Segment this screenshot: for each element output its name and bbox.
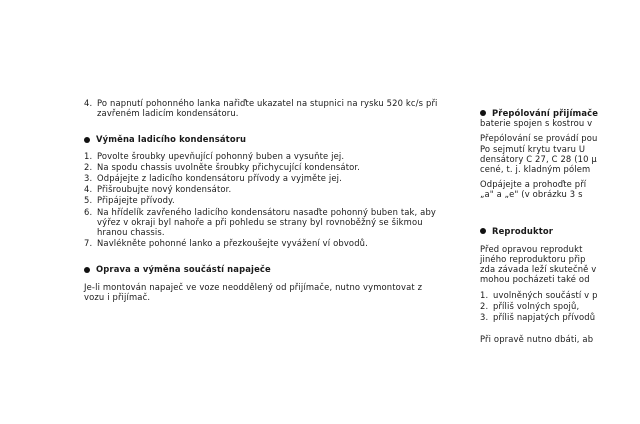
text-line: baterie spojen s kostrou v <box>480 118 593 129</box>
list-item <box>84 195 441 205</box>
list-item <box>480 290 640 300</box>
item-text: Odpájejte z ladicího kondensátoru přívody a vyjměte jej. <box>97 173 342 184</box>
item-number: 2. <box>480 300 489 311</box>
cause-list <box>480 290 640 323</box>
text-line: „a" a „e" (v obrázku 3 s <box>480 189 583 200</box>
paragraph <box>480 133 640 174</box>
text-line: Při opravě nutno dbáti, ab <box>480 334 594 345</box>
capacitor-steps <box>84 151 441 249</box>
item-number: 1. <box>84 150 93 161</box>
step-number: 4. <box>84 98 93 108</box>
item-number: 1. <box>480 289 489 300</box>
item-number: 3. <box>84 173 93 184</box>
list-item <box>480 301 640 311</box>
heading-text: Přepólování přijímače <box>492 108 599 118</box>
power-supply-text: Je-li montován napaječ ve voze neoddělený od přijímače, nutno vymontovat z vozu i přijímač. <box>84 281 423 302</box>
list-item <box>480 312 640 322</box>
item-text: uvolněných součástí v p <box>493 289 598 300</box>
paragraph <box>480 244 640 285</box>
list-item <box>84 207 441 238</box>
bullet-icon <box>480 110 486 116</box>
bullet-icon <box>480 228 486 234</box>
text-line: Odpájejte a prohoďte pří <box>480 179 587 190</box>
list-item <box>84 151 441 161</box>
text-line: jiného reproduktoru přip <box>480 254 586 265</box>
bullet-icon <box>84 137 90 143</box>
text-line: densátory C 27, C 28 (10 µ <box>480 153 597 164</box>
item-text: příliš volných spojů, <box>493 300 580 311</box>
item-number: 7. <box>84 238 93 249</box>
list-item <box>84 162 441 172</box>
text-line: Po sejmutí krytu tvaru U <box>480 143 586 154</box>
item-number: 3. <box>480 312 489 323</box>
left-column <box>84 98 456 302</box>
heading-text: Reproduktor <box>492 225 554 236</box>
item-number: 4. <box>84 184 93 195</box>
text-line: zda závada leží skutečně v <box>480 264 597 275</box>
item-text: Povolte šroubky upevňující pohonný buben a vysuňte jej. <box>97 150 345 161</box>
item-number: 2. <box>84 161 93 172</box>
text-line: mohou pocházeti také od <box>480 274 590 285</box>
heading-text: Výměna ladicího kondensátoru <box>96 134 247 145</box>
step-text: Po napnutí pohonného lanka nařiďte ukazatel na stupnici na rysku 520 kc/s při zavřeném ladicím kondensátoru. <box>97 98 438 119</box>
paragraph <box>480 179 640 199</box>
bullet-icon <box>84 267 90 273</box>
list-item <box>84 238 441 248</box>
item-number: 5. <box>84 195 93 206</box>
section-heading-polarity <box>480 108 640 118</box>
section-heading-capacitor <box>84 134 456 144</box>
text-line: cené, t. j. kladným pólem <box>480 164 591 175</box>
item-text: Navlékněte pohonné lanko a přezkoušejte vyvážení ví obvodů. <box>97 238 368 249</box>
list-item <box>84 173 441 183</box>
item-text: Připájejte přívody. <box>97 195 175 206</box>
heading-text: Oprava a výměna součástí napaječe <box>96 264 271 275</box>
item-text: Na hřídelík zavřeného ladicího kondensátoru nasaďte pohonný buben tak, aby výřez v okraji byl nahoře a při pohledu se strany byl rovnoběžný se šikmou hranou chassis. <box>97 206 437 238</box>
item-text: Přišroubujte nový kondensátor. <box>97 184 232 195</box>
text-line: Přepólování se provádí pou <box>480 133 598 144</box>
step-4 <box>84 98 439 118</box>
item-number: 6. <box>84 206 93 217</box>
list-item <box>84 184 441 194</box>
right-column <box>480 108 640 344</box>
section-heading-power-supply <box>84 264 456 274</box>
text-line: Před opravou reprodukt <box>480 243 583 254</box>
item-text: Na spodu chassis uvolněte šroubky přichycující kondensátor. <box>97 161 361 172</box>
item-text: příliš napjatých přívodů <box>493 312 596 323</box>
section-heading-speaker <box>480 226 640 236</box>
